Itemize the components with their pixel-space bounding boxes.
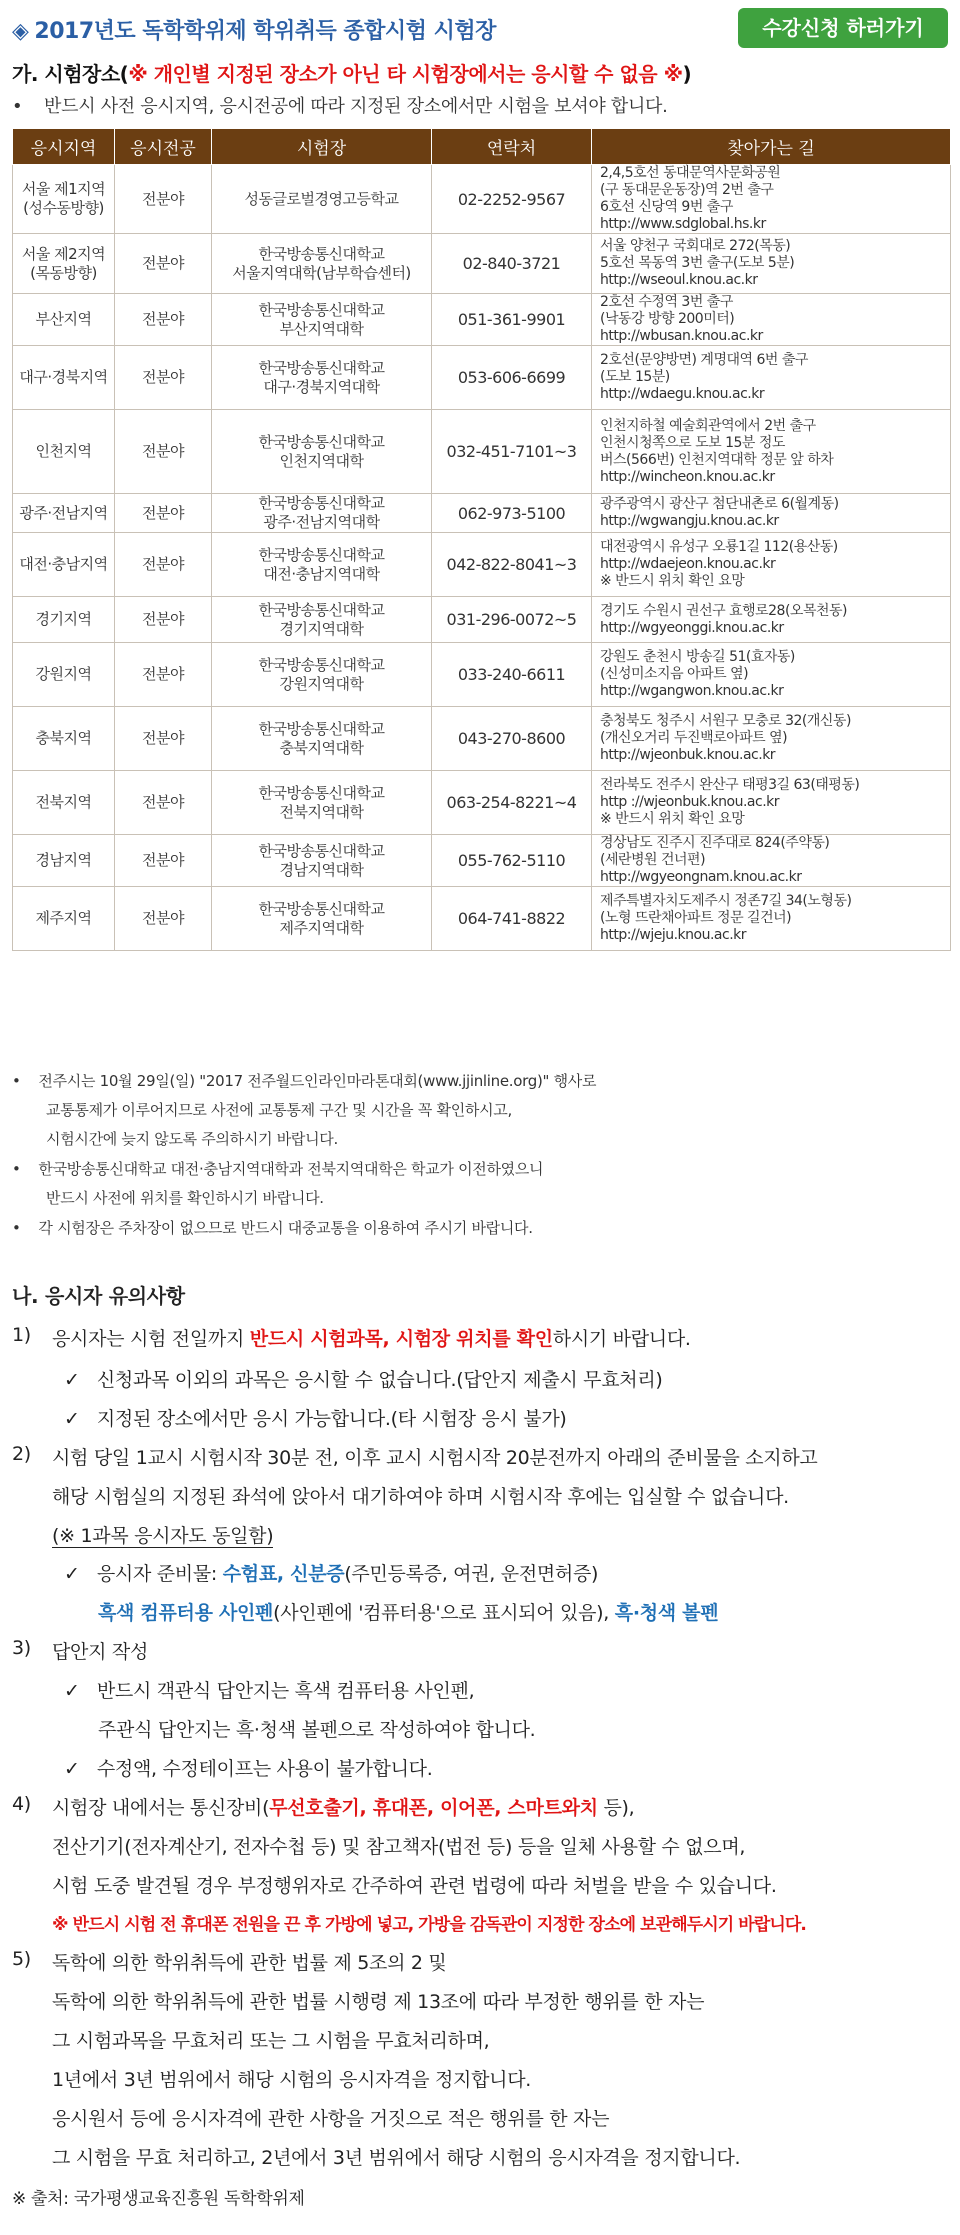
major-cell: 전분야	[115, 771, 212, 835]
directions-cell	[592, 707, 951, 771]
directions-cell-line: http://wjeonbuk.knou.ac.kr	[600, 747, 776, 763]
table-row	[13, 234, 951, 294]
phone-cell: 064-741-8822	[432, 887, 592, 951]
phone-cell: 042-822-8041~3	[432, 533, 592, 597]
phone-cell: 062-973-5100	[432, 494, 592, 533]
site-cell-line: 한국방송통신대학교	[258, 432, 385, 451]
note-2-cont: 반드시 사전에 위치를 확인하시기 바랍니다.	[46, 1189, 324, 1207]
directions-cell-line: 충청북도 청주시 서원구 모충로 32(개신동)	[600, 713, 851, 729]
bullet-icon: •	[12, 1219, 39, 1237]
site-cell	[212, 234, 432, 294]
phone-cell: 063-254-8221~4	[432, 771, 592, 835]
site-cell	[212, 494, 432, 533]
phone-cell: 033-240-6611	[432, 643, 592, 707]
region-cell	[13, 707, 115, 771]
checkmark-icon: ✓	[64, 1408, 97, 1430]
table-row	[13, 294, 951, 346]
directions-cell-line: 경상남도 진주시 진주대로 824(주약동)	[600, 835, 830, 851]
table-row	[13, 771, 951, 835]
major-cell: 전분야	[115, 835, 212, 887]
section-a-bullet: • 반드시 사전 응시지역, 응시전공에 따라 지정된 장소에서만 시험을 보셔야 합니다.	[12, 96, 668, 117]
region-cell-line: 광주·전남지역	[19, 503, 108, 522]
source-note: ※ 출처: 국가평생교육진흥원 독학학위제	[12, 2189, 305, 2209]
directions-cell-line: ※ 반드시 위치 확인 요망	[600, 573, 745, 589]
directions-cell-line: 5호선 목동역 3번 출구(도보 5분)	[600, 255, 795, 271]
item-4-line-2: 전산기기(전자계산기, 전자수첩 등) 및 참고책자(법전 등) 등을 일체 사용할 수 없으며,	[52, 1836, 746, 1858]
major-cell: 전분야	[115, 294, 212, 346]
directions-cell-line: (낙동강 방향 200미터)	[600, 311, 735, 327]
major-cell: 전분야	[115, 887, 212, 951]
directions-cell-line: ※ 반드시 위치 확인 요망	[600, 811, 745, 827]
directions-cell-line: 서울 양천구 국회대로 272(목동)	[600, 238, 791, 254]
directions-cell	[592, 494, 951, 533]
directions-cell-line: (세란병원 건너편)	[600, 852, 706, 868]
major-cell: 전분야	[115, 410, 212, 494]
directions-cell-line: http://www.sdglobal.hs.kr	[600, 216, 766, 232]
directions-cell	[592, 346, 951, 410]
item-2-supplies-2: 흑색 컴퓨터용 사인펜(사인펜에 '컴퓨터용'으로 표시되어 있음), 흑·청색 볼펜	[98, 1602, 719, 1624]
directions-cell-line: http://wjeju.knou.ac.kr	[600, 927, 747, 943]
directions-cell-line: 전라북도 전주시 완산구 태평3길 63(태평동)	[600, 777, 860, 793]
item-2-supplies: ✓ 응시자 준비물: 수험표, 신분증(주민등록증, 여권, 운전면허증)	[64, 1563, 599, 1585]
site-cell	[212, 887, 432, 951]
site-cell-line: 경기지역대학	[279, 619, 364, 638]
directions-cell	[592, 234, 951, 294]
phone-cell: 02-2252-9567	[432, 165, 592, 234]
directions-cell-line: http://wgangwon.knou.ac.kr	[600, 683, 784, 699]
directions-cell-line: http://wdaejeon.knou.ac.kr	[600, 556, 776, 572]
region-cell	[13, 234, 115, 294]
item-1-number: 1)	[12, 1324, 31, 1346]
bullet-icon: •	[12, 96, 45, 117]
major-cell: 전분야	[115, 643, 212, 707]
note-2: • 한국방송통신대학교 대전·충남지역대학과 전북지역대학은 학교가 이전하였으니	[12, 1160, 544, 1178]
site-cell	[212, 346, 432, 410]
diamond-icon: ◈	[12, 19, 29, 44]
directions-cell-line: (노형 뜨란채아파트 정문 길건너)	[600, 910, 792, 926]
phone-cell: 031-296-0072~5	[432, 597, 592, 643]
site-cell-line: 전북지역대학	[279, 802, 364, 821]
table-row	[13, 410, 951, 494]
directions-cell	[592, 165, 951, 234]
item-3-heading: 답안지 작성	[52, 1641, 149, 1663]
site-cell-line: 한국방송통신대학교	[258, 494, 385, 512]
item-5-line-2: 독학에 의한 학위취득에 관한 법률 시행령 제 13조에 따라 부정한 행위를 한 자는	[52, 1991, 705, 2013]
course-registration-button[interactable]: 수강신청 하러가기	[738, 8, 948, 48]
directions-cell-line: 광주광역시 광산구 첨단내촌로 6(월계동)	[600, 496, 839, 512]
item-4-number: 4)	[12, 1793, 31, 1815]
item-5-number: 5)	[12, 1948, 31, 1970]
col-header-major: 응시전공	[115, 129, 212, 165]
site-cell-line: 인천지역대학	[279, 451, 364, 470]
region-cell	[13, 887, 115, 951]
col-header-phone: 연락처	[432, 129, 592, 165]
table-row	[13, 346, 951, 410]
site-cell-line: 대구·경북지역대학	[263, 377, 380, 396]
region-cell-line: 충북지역	[35, 729, 92, 747]
table-row	[13, 643, 951, 707]
table-row	[13, 533, 951, 597]
item-3-number: 3)	[12, 1637, 31, 1659]
directions-cell-line: (신성미소지음 아파트 옆)	[600, 666, 749, 682]
item-2-number: 2)	[12, 1443, 31, 1465]
phone-cell: 055-762-5110	[432, 835, 592, 887]
site-cell	[212, 410, 432, 494]
site-cell	[212, 294, 432, 346]
item-3-check-2: ✓ 수정액, 수정테이프는 사용이 불가합니다.	[64, 1758, 433, 1780]
table-row	[13, 707, 951, 771]
site-cell-line: 광주·전남지역대학	[263, 513, 380, 531]
section-a-heading: 가. 시험장소(※ 개인별 지정된 장소가 아닌 타 시험장에서는 응시할 수 없음 ※)	[12, 62, 692, 86]
region-cell-line: (목동방향)	[30, 263, 97, 282]
site-cell-line: 한국방송통신대학교	[258, 358, 385, 377]
item-3-check-1: ✓ 반드시 객관식 답안지는 흑색 컴퓨터용 사인펜,	[64, 1680, 475, 1702]
site-cell-line: 한국방송통신대학교	[258, 783, 385, 802]
note-3: • 각 시험장은 주차장이 없으므로 반드시 대중교통을 이용하여 주시기 바랍니다.	[12, 1219, 533, 1237]
region-cell	[13, 835, 115, 887]
item-5-line-4: 1년에서 3년 범위에서 해당 시험의 응시자격을 정지합니다.	[52, 2069, 531, 2091]
region-cell-line: 부산지역	[35, 310, 92, 328]
directions-cell-line: http://wgyeongnam.knou.ac.kr	[600, 869, 802, 885]
site-cell-line: 한국방송통신대학교	[258, 244, 385, 263]
site-cell	[212, 707, 432, 771]
item-5-line-1: 독학에 의한 학위취득에 관한 법률 제 5조의 2 및	[52, 1952, 447, 1974]
checkmark-icon: ✓	[64, 1758, 97, 1780]
region-cell	[13, 643, 115, 707]
directions-cell-line: (구 동대문운동장)역 2번 출구	[600, 182, 774, 198]
directions-cell-line: http://wgwangju.knou.ac.kr	[600, 513, 779, 529]
directions-cell-line: 인천시청쪽으로 도보 15분 정도	[600, 434, 785, 451]
region-cell-line: 대전·충남지역	[19, 555, 108, 573]
site-cell-line: 성동글로벌경영고등학교	[244, 189, 399, 208]
page-title: ◈ 2017년도 독학학위제 학위취득 종합시험 시험장	[12, 19, 496, 44]
page-header	[12, 6, 948, 52]
directions-cell-line: 강원도 춘천시 방송길 51(효자동)	[600, 649, 795, 665]
major-cell: 전분야	[115, 533, 212, 597]
table-row	[13, 835, 951, 887]
directions-cell	[592, 887, 951, 951]
site-cell	[212, 165, 432, 234]
directions-cell-line: (도보 15분)	[600, 369, 670, 385]
phone-cell: 02-840-3721	[432, 234, 592, 294]
region-cell-line: 전북지역	[35, 793, 92, 811]
item-2-line-2: 해당 시험실의 지정된 좌석에 앉아서 대기하여야 하며 시험시작 후에는 입실할 수 없습니다.	[52, 1486, 789, 1508]
region-cell-line: 강원지역	[35, 665, 92, 683]
exam-site-table	[12, 128, 951, 951]
site-cell-line: 한국방송통신대학교	[258, 899, 385, 918]
site-cell-line: 충북지역대학	[279, 738, 364, 757]
directions-cell-line: http://wbusan.knou.ac.kr	[600, 328, 763, 344]
directions-cell-line: 2,4,5호선 동대문역사문화공원	[600, 165, 781, 181]
region-cell	[13, 597, 115, 643]
major-cell: 전분야	[115, 494, 212, 533]
region-cell-line: 인천지역	[35, 442, 92, 460]
directions-cell-line: (개신오거리 두진백로아파트 옆)	[600, 730, 788, 746]
site-cell	[212, 597, 432, 643]
directions-cell-line: 2호선 수정역 3번 출구	[600, 294, 733, 310]
major-cell: 전분야	[115, 597, 212, 643]
site-cell-line: 서울지역대학(남부학습센터)	[232, 263, 411, 282]
site-cell-line: 한국방송통신대학교	[258, 300, 385, 319]
directions-cell	[592, 643, 951, 707]
major-cell: 전분야	[115, 234, 212, 294]
directions-cell	[592, 771, 951, 835]
region-cell-line: 경남지역	[35, 851, 92, 869]
directions-cell-line: 대전광역시 유성구 오룡1길 112(용산동)	[600, 539, 838, 555]
directions-cell	[592, 533, 951, 597]
major-cell: 전분야	[115, 707, 212, 771]
directions-cell	[592, 597, 951, 643]
region-cell-line: 서울 제2지역	[21, 244, 106, 263]
directions-cell-line: 인천지하철 예술회관역에서 2번 출구	[600, 417, 816, 434]
site-cell	[212, 643, 432, 707]
table-row	[13, 494, 951, 533]
directions-cell-line: http://wdaegu.knou.ac.kr	[600, 386, 765, 402]
site-cell-line: 경남지역대학	[279, 860, 364, 879]
site-cell-line: 한국방송통신대학교	[258, 600, 385, 619]
directions-cell-line: 버스(566번) 인천지역대학 정문 앞 하차	[600, 451, 834, 468]
site-cell-line: 한국방송통신대학교	[258, 841, 385, 860]
table-header-row	[13, 129, 951, 165]
site-cell-line: 부산지역대학	[279, 319, 364, 338]
phone-cell: 032-451-7101~3	[432, 410, 592, 494]
phone-warning: ※ 반드시 시험 전 휴대폰 전원을 끈 후 가방에 넣고, 가방을 감독관이 지정한 장소에 보관해두시기 바랍니다.	[52, 1915, 806, 1935]
col-header-directions: 찾아가는 길	[592, 129, 951, 165]
item-1-check-2: ✓ 지정된 장소에서만 응시 가능합니다.(타 시험장 응시 불가)	[64, 1408, 567, 1430]
site-cell-line: 한국방송통신대학교	[258, 719, 385, 738]
region-cell	[13, 294, 115, 346]
item-1: 응시자는 시험 전일까지 반드시 시험과목, 시험장 위치를 확인하시기 바랍니다.	[52, 1328, 691, 1350]
item-5-line-5: 응시원서 등에 응시자격에 관한 사항을 거짓으로 적은 행위를 한 자는	[52, 2108, 610, 2130]
note-1: • 전주시는 10월 29일(일) "2017 전주월드인라인마라톤대회(www.jjinline.org)" 행사로	[12, 1072, 597, 1090]
item-4-line-1: 시험장 내에서는 통신장비(무선호출기, 휴대폰, 이어폰, 스마트와치 등),	[52, 1797, 635, 1819]
phone-cell: 043-270-8600	[432, 707, 592, 771]
site-cell-line: 한국방송통신대학교	[258, 655, 385, 674]
directions-cell-line: 6호선 신당역 9번 출구	[600, 199, 733, 215]
directions-cell	[592, 835, 951, 887]
phone-cell: 051-361-9901	[432, 294, 592, 346]
section-b-heading: 나. 응시자 유의사항	[12, 1284, 185, 1308]
item-2-line-3: (※ 1과목 응시자도 동일함)	[52, 1525, 274, 1547]
item-5-line-3: 그 시험과목을 무효처리 또는 그 시험을 무효처리하며,	[52, 2030, 490, 2052]
bullet-icon: •	[12, 1072, 39, 1090]
item-5-line-6: 그 시험을 무효 처리하고, 2년에서 3년 범위에서 해당 시험의 응시자격을 정지합니다.	[52, 2147, 741, 2169]
note-1-cont2: 시험시간에 늦지 않도록 주의하시기 바랍니다.	[46, 1130, 338, 1148]
region-cell-line: 경기지역	[35, 610, 92, 628]
region-cell-line: 대구·경북지역	[19, 368, 108, 386]
site-cell	[212, 835, 432, 887]
site-cell	[212, 771, 432, 835]
bullet-icon: •	[12, 1160, 39, 1178]
site-cell-line: 한국방송통신대학교	[258, 545, 385, 564]
directions-cell-line: http ://wjeonbuk.knou.ac.kr	[600, 794, 780, 810]
item-3-check-1-cont: 주관식 답안지는 흑·청색 볼펜으로 작성하여야 합니다.	[98, 1719, 536, 1741]
directions-cell-line: 경기도 수원시 권선구 효행로28(오목천동)	[600, 602, 847, 619]
region-cell	[13, 533, 115, 597]
region-cell-line: 제주지역	[35, 909, 92, 927]
checkmark-icon: ✓	[64, 1680, 97, 1702]
directions-cell-line: http://wincheon.knou.ac.kr	[600, 468, 775, 485]
item-4-line-3: 시험 도중 발견될 경우 부정행위자로 간주하여 관련 법령에 따라 처벌을 받을 수 있습니다.	[52, 1875, 777, 1897]
region-cell-line: (성수동방향)	[23, 199, 104, 217]
major-cell: 전분야	[115, 165, 212, 234]
item-1-check-1: ✓ 신청과목 이외의 과목은 응시할 수 없습니다.(답안지 제출시 무효처리)	[64, 1369, 663, 1391]
checkmark-icon: ✓	[64, 1563, 97, 1585]
checkmark-icon: ✓	[64, 1369, 97, 1391]
directions-cell-line: 제주특별자치도제주시 정존7길 34(노형동)	[600, 893, 852, 909]
note-1-cont: 교통통제가 이루어지므로 사전에 교통통제 구간 및 시간을 꼭 확인하시고,	[46, 1101, 512, 1119]
site-cell	[212, 533, 432, 597]
region-cell	[13, 494, 115, 533]
col-header-region: 응시지역	[13, 129, 115, 165]
directions-cell	[592, 294, 951, 346]
region-cell	[13, 165, 115, 234]
region-cell	[13, 410, 115, 494]
table-row	[13, 887, 951, 951]
site-cell-line: 강원지역대학	[279, 674, 364, 693]
directions-cell-line: http://wseoul.knou.ac.kr	[600, 272, 758, 288]
col-header-site: 시험장	[212, 129, 432, 165]
site-cell-line: 대전·충남지역대학	[263, 564, 380, 583]
table-row	[13, 165, 951, 234]
table-row	[13, 597, 951, 643]
directions-cell-line: http://wgyeonggi.knou.ac.kr	[600, 619, 784, 636]
region-cell	[13, 771, 115, 835]
location-warning: ※ 개인별 지정된 장소가 아닌 타 시험장에서는 응시할 수 없음 ※	[128, 62, 683, 86]
site-cell-line: 제주지역대학	[279, 918, 364, 937]
item-2-line-1: 시험 당일 1교시 시험시작 30분 전, 이후 교시 시험시작 20분전까지 아래의 준비물을 소지하고	[52, 1447, 818, 1469]
directions-cell-line: 2호선(문양방면) 계명대역 6번 출구	[600, 352, 808, 368]
directions-cell	[592, 410, 951, 494]
phone-cell: 053-606-6699	[432, 346, 592, 410]
region-cell	[13, 346, 115, 410]
major-cell: 전분야	[115, 346, 212, 410]
region-cell-line: 서울 제1지역	[21, 180, 106, 198]
